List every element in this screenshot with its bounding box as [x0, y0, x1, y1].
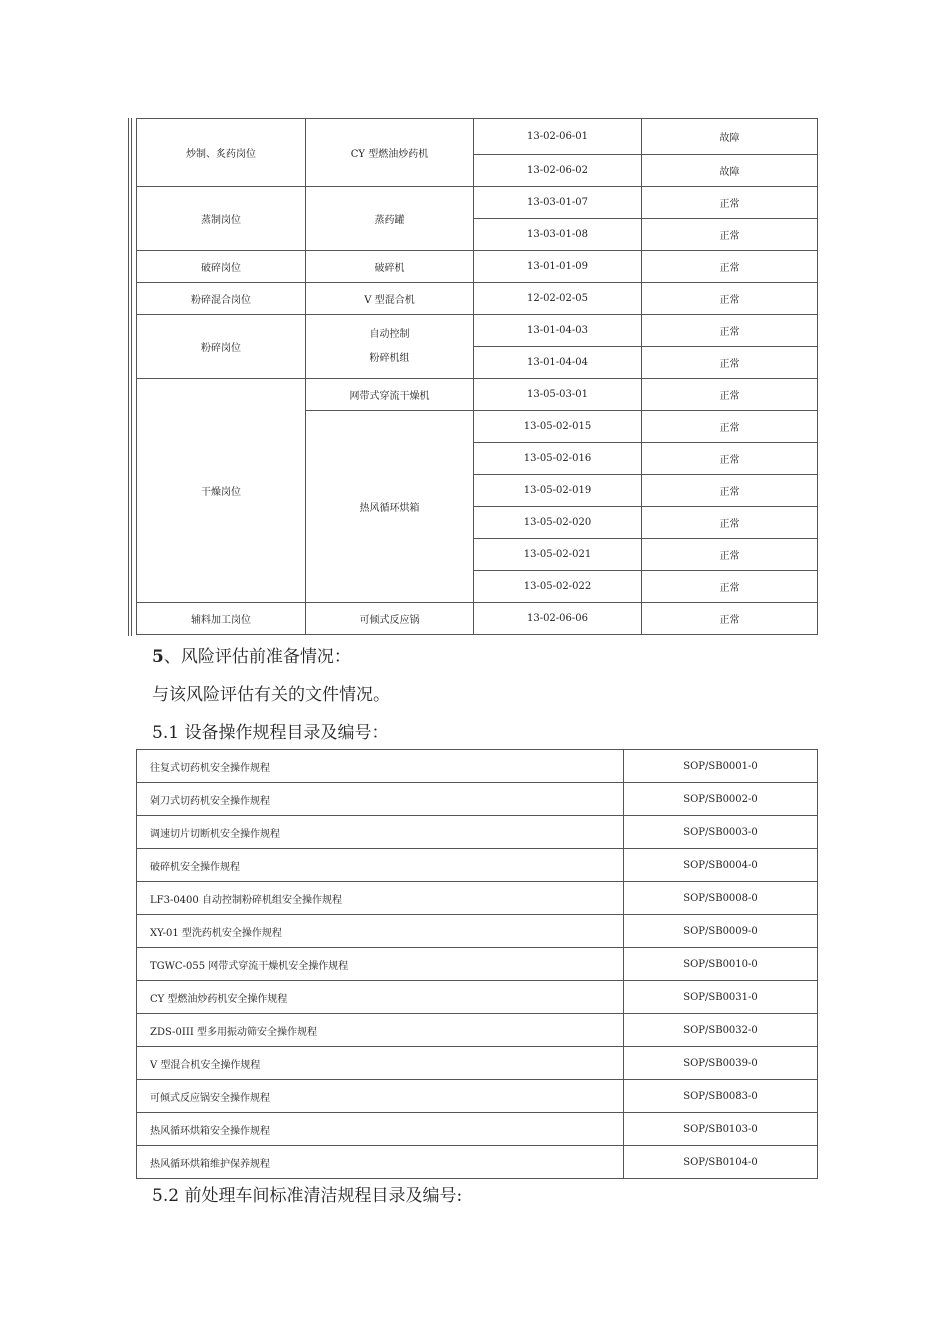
sop-name-cell: 热风循环烘箱安全操作规程 [137, 1113, 624, 1146]
section-5-intro: 与该风险评估有关的文件情况。 [152, 685, 390, 705]
sop-code-cell: SOP/SB0103-0 [624, 1113, 818, 1146]
code-cell: 13-05-02-020 [474, 507, 642, 539]
table-row [137, 1113, 818, 1146]
table-row [137, 379, 818, 411]
sop-code-cell: SOP/SB0083-0 [624, 1080, 818, 1113]
status-cell: 正常 [642, 315, 818, 347]
sop-name-cell: XY-01 型洗药机安全操作规程 [137, 915, 624, 948]
code-cell: 13-05-02-015 [474, 411, 642, 443]
code-cell: 13-02-06-01 [474, 119, 642, 155]
left-border-line [128, 118, 129, 636]
sop-name-cell: 调速切片切断机安全操作规程 [137, 816, 624, 849]
sop-name-cell: 破碎机安全操作规程 [137, 849, 624, 882]
sop-name-cell: V 型混合机安全操作规程 [137, 1047, 624, 1080]
post-cell: 蒸制岗位 [137, 187, 306, 251]
machine-cell: 网带式穿流干燥机 [306, 379, 474, 411]
sop-name-cell: LF3-0400 自动控制粉碎机组安全操作规程 [137, 882, 624, 915]
status-cell: 故障 [642, 155, 818, 187]
table-row [137, 1014, 818, 1047]
code-cell: 12-02-02-05 [474, 283, 642, 315]
code-cell: 13-02-06-02 [474, 155, 642, 187]
table-row [137, 119, 818, 155]
status-cell: 故障 [642, 119, 818, 155]
machine-cell: 可倾式反应锅 [306, 603, 474, 635]
status-cell: 正常 [642, 379, 818, 411]
section-number: 5 [152, 647, 164, 667]
machine-cell [306, 315, 474, 379]
machine-line: 自动控制 [369, 328, 410, 340]
status-cell: 正常 [642, 219, 818, 251]
code-cell: 13-02-06-06 [474, 603, 642, 635]
sop-code-cell: SOP/SB0008-0 [624, 882, 818, 915]
left-border-line [131, 118, 132, 636]
sop-code-cell: SOP/SB0002-0 [624, 783, 818, 816]
sop-name-cell: 热风循环烘箱维护保养规程 [137, 1146, 624, 1179]
status-cell: 正常 [642, 507, 818, 539]
sop-code-cell: SOP/SB0104-0 [624, 1146, 818, 1179]
table-row [137, 315, 818, 347]
status-cell: 正常 [642, 603, 818, 635]
sop-code-cell: SOP/SB0009-0 [624, 915, 818, 948]
status-cell: 正常 [642, 475, 818, 507]
table-row [137, 187, 818, 219]
table-row [137, 283, 818, 315]
table-row [137, 251, 818, 283]
sop-name-cell: 剁刀式切药机安全操作规程 [137, 783, 624, 816]
post-cell: 粉碎岗位 [137, 315, 306, 379]
post-cell: 炒制、炙药岗位 [137, 119, 306, 187]
table-row [137, 849, 818, 882]
table-row [137, 1080, 818, 1113]
code-cell: 13-05-03-01 [474, 379, 642, 411]
machine-cell: 热风循环烘箱 [306, 411, 474, 603]
table-row [137, 1047, 818, 1080]
sop-code-cell: SOP/SB0031-0 [624, 981, 818, 1014]
section-5-heading [152, 642, 351, 667]
sop-name-cell: TGWC-055 网带式穿流干燥机安全操作规程 [137, 948, 624, 981]
post-cell: 粉碎混合岗位 [137, 283, 306, 315]
table-row [137, 882, 818, 915]
table-row [137, 816, 818, 849]
code-cell: 13-03-01-07 [474, 187, 642, 219]
post-cell: 辅料加工岗位 [137, 603, 306, 635]
sop-code-cell: SOP/SB0010-0 [624, 948, 818, 981]
machine-cell: CY 型燃油炒药机 [306, 119, 474, 187]
table-row [137, 981, 818, 1014]
code-cell: 13-05-02-016 [474, 443, 642, 475]
sop-code-cell: SOP/SB0001-0 [624, 750, 818, 783]
post-cell: 干燥岗位 [137, 379, 306, 603]
machine-cell: 蒸药罐 [306, 187, 474, 251]
code-cell: 13-05-02-022 [474, 571, 642, 603]
status-cell: 正常 [642, 539, 818, 571]
sop-code-cell: SOP/SB0032-0 [624, 1014, 818, 1047]
sop-name-cell: ZDS-0III 型多用振动筛安全操作规程 [137, 1014, 624, 1047]
code-cell: 13-01-01-09 [474, 251, 642, 283]
post-cell: 破碎岗位 [137, 251, 306, 283]
section-title: 、风险评估前准备情况： [163, 647, 351, 667]
section-5-1-heading: 5.1 设备操作规程目录及编号： [152, 723, 389, 743]
table-row [137, 603, 818, 635]
table-row [137, 783, 818, 816]
sop-code-cell: SOP/SB0004-0 [624, 849, 818, 882]
table-row [137, 1146, 818, 1179]
table-row [137, 948, 818, 981]
machine-cell: 破碎机 [306, 251, 474, 283]
sop-code-cell: SOP/SB0003-0 [624, 816, 818, 849]
code-cell: 13-05-02-021 [474, 539, 642, 571]
sop-name-cell: CY 型燃油炒药机安全操作规程 [137, 981, 624, 1014]
status-cell: 正常 [642, 347, 818, 379]
machine-line: 粉碎机组 [369, 352, 410, 364]
status-cell: 正常 [642, 187, 818, 219]
sop-name-cell: 可倾式反应锅安全操作规程 [137, 1080, 624, 1113]
table-row [137, 915, 818, 948]
code-cell: 13-03-01-08 [474, 219, 642, 251]
status-cell: 正常 [642, 443, 818, 475]
status-cell: 正常 [642, 283, 818, 315]
code-cell: 13-01-04-04 [474, 347, 642, 379]
sop-table [136, 749, 818, 1179]
section-5-2-heading: 5.2 前处理车间标准清洁规程目录及编号: [152, 1186, 463, 1206]
status-cell: 正常 [642, 251, 818, 283]
machine-cell: V 型混合机 [306, 283, 474, 315]
status-cell: 正常 [642, 571, 818, 603]
code-cell: 13-05-02-019 [474, 475, 642, 507]
sop-name-cell: 往复式切药机安全操作规程 [137, 750, 624, 783]
sop-code-cell: SOP/SB0039-0 [624, 1047, 818, 1080]
code-cell: 13-01-04-03 [474, 315, 642, 347]
table-row [137, 750, 818, 783]
status-cell: 正常 [642, 411, 818, 443]
equipment-status-table [136, 118, 818, 635]
